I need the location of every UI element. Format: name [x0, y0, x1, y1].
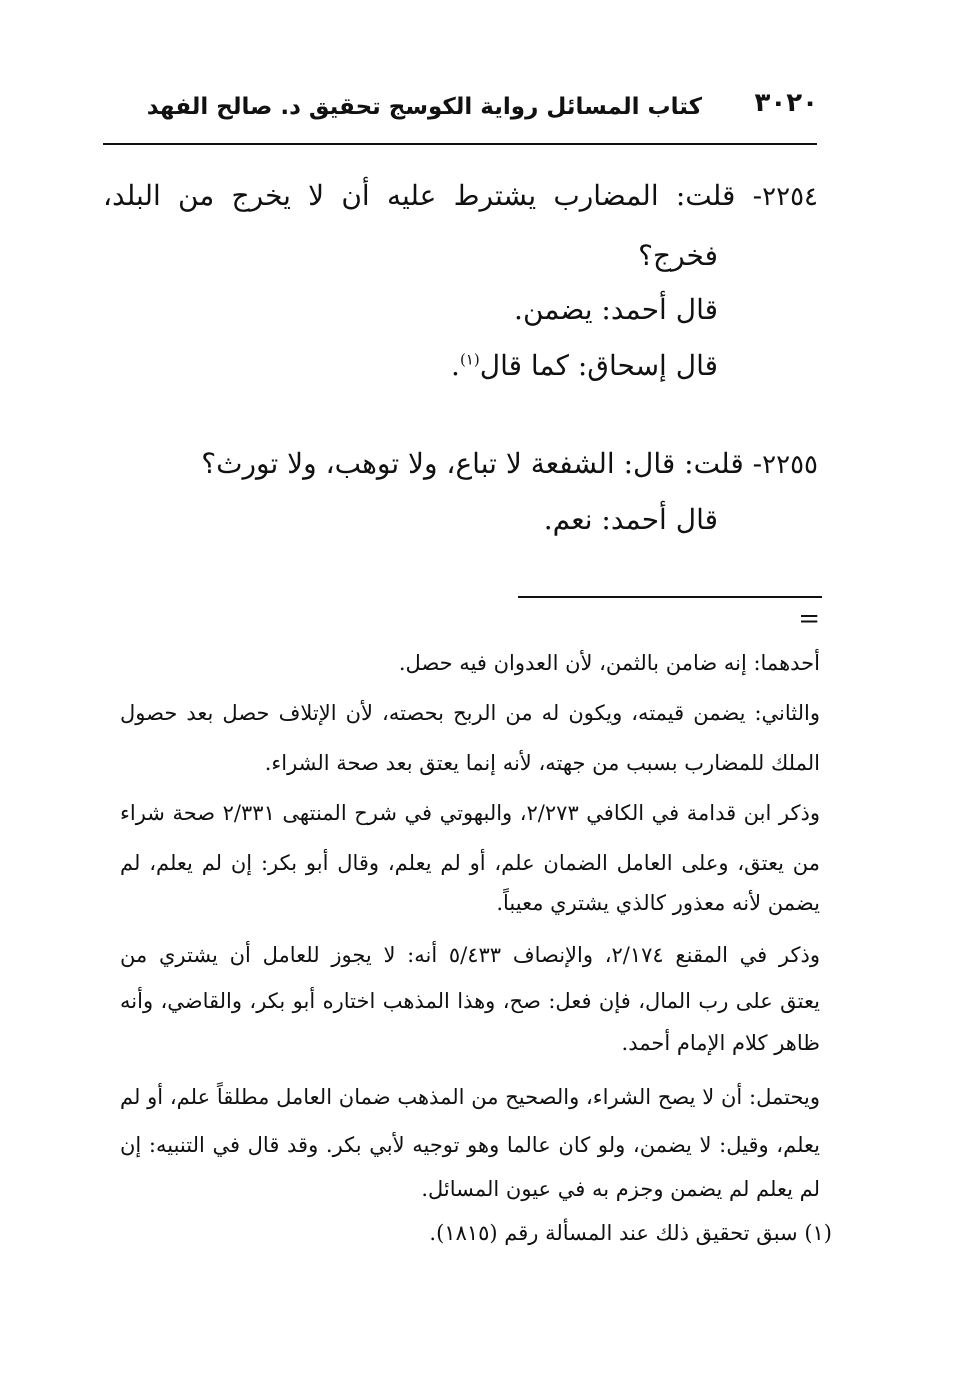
- question-text: قلت: قال: الشفعة لا تباع، ولا توهب، ولا تورث؟: [201, 447, 744, 480]
- footnote-line: وذكر ابن قدامة في الكافي ٢/٢٧٣، والبهوتي في شرح المنتهى ٢/٣٣١ صحة شراء: [120, 801, 820, 825]
- footnote-line: يضمن لأنه معذور كالذي يشتري معيباً.: [496, 891, 820, 915]
- footnote-line: الملك للمضارب بسبب من جهته، لأنه إنما يعتق بعد صحة الشراء.: [264, 751, 820, 775]
- question-2254-line-2: فخرج؟: [638, 239, 718, 272]
- question-2254-line-1: ٢٢٥٤- قلت: المضارب يشترط عليه أن لا يخرج من البلد،: [103, 179, 818, 212]
- question-number: ٢٢٥٥: [762, 450, 818, 480]
- question-2254-ahmad-answer: قال أحمد: يضمن.: [514, 293, 718, 326]
- footnote-line: والثاني: يضمن قيمته، ويكون له من الربح بحصته، لأن الإتلاف حصل بعد حصول: [120, 701, 820, 725]
- footnote-continuation-mark: =: [798, 604, 820, 634]
- question-number: ٢٢٥٤: [762, 182, 818, 212]
- footnote-1: (١) سبق تحقيق ذلك عند المسألة رقم (١٨١٥).: [429, 1221, 832, 1245]
- footnote-line: من يعتق، وعلى العامل الضمان علم، أو لم يعلم، وقال أبو بكر: إن لم يعلم، لم: [120, 851, 820, 875]
- running-header-title: كتاب المسائل رواية الكوسج تحقيق د. صالح الفهد: [146, 94, 702, 120]
- page-number: ٣٠٢٠: [754, 88, 818, 118]
- question-2255-line-1: ٢٢٥٥- قلت: قال: الشفعة لا تباع، ولا توهب، ولا تورث؟: [201, 447, 818, 480]
- footnote-line: أحدهما: إنه ضامن بالثمن، لأن العدوان فيه حصل.: [398, 651, 820, 675]
- footnote-line: ظاهر كلام الإمام أحمد.: [621, 1031, 820, 1055]
- footnote-line: ويحتمل: أن لا يصح الشراء، والصحيح من المذهب ضمان العامل مطلقاً علم، أو لم: [120, 1085, 820, 1109]
- header-rule: [103, 143, 817, 145]
- question-2254-ishaq-answer: [118, 346, 718, 386]
- footnote-line: يعتق على رب المال، فإن فعل: صح، وهذا المذهب اختاره أبو بكر، والقاضي، وأنه: [120, 989, 820, 1013]
- footnote-reference: (١): [459, 350, 480, 369]
- ishaq-answer-text: قال إسحاق: كما قال: [479, 349, 718, 382]
- footnote-line: وذكر في المقنع ٢/١٧٤، والإنصاف ٥/٤٣٣ أنه: لا يجوز للعامل أن يشتري من: [120, 943, 820, 967]
- ishaq-answer-end: .: [451, 349, 460, 382]
- footnote-separator: [518, 596, 822, 598]
- question-2255-ahmad-answer: قال أحمد: نعم.: [543, 503, 718, 536]
- footnote-line: لم يعلم لم يضمن وجزم به في عيون المسائل.: [421, 1177, 820, 1201]
- question-text: قلت: المضارب يشترط عليه أن لا يخرج من البلد،: [103, 179, 736, 212]
- footnote-line: يعلم، وقيل: لا يضمن، ولو كان عالما وهو توجيه لأبي بكر. وقد قال في التنبيه: إن: [120, 1133, 820, 1157]
